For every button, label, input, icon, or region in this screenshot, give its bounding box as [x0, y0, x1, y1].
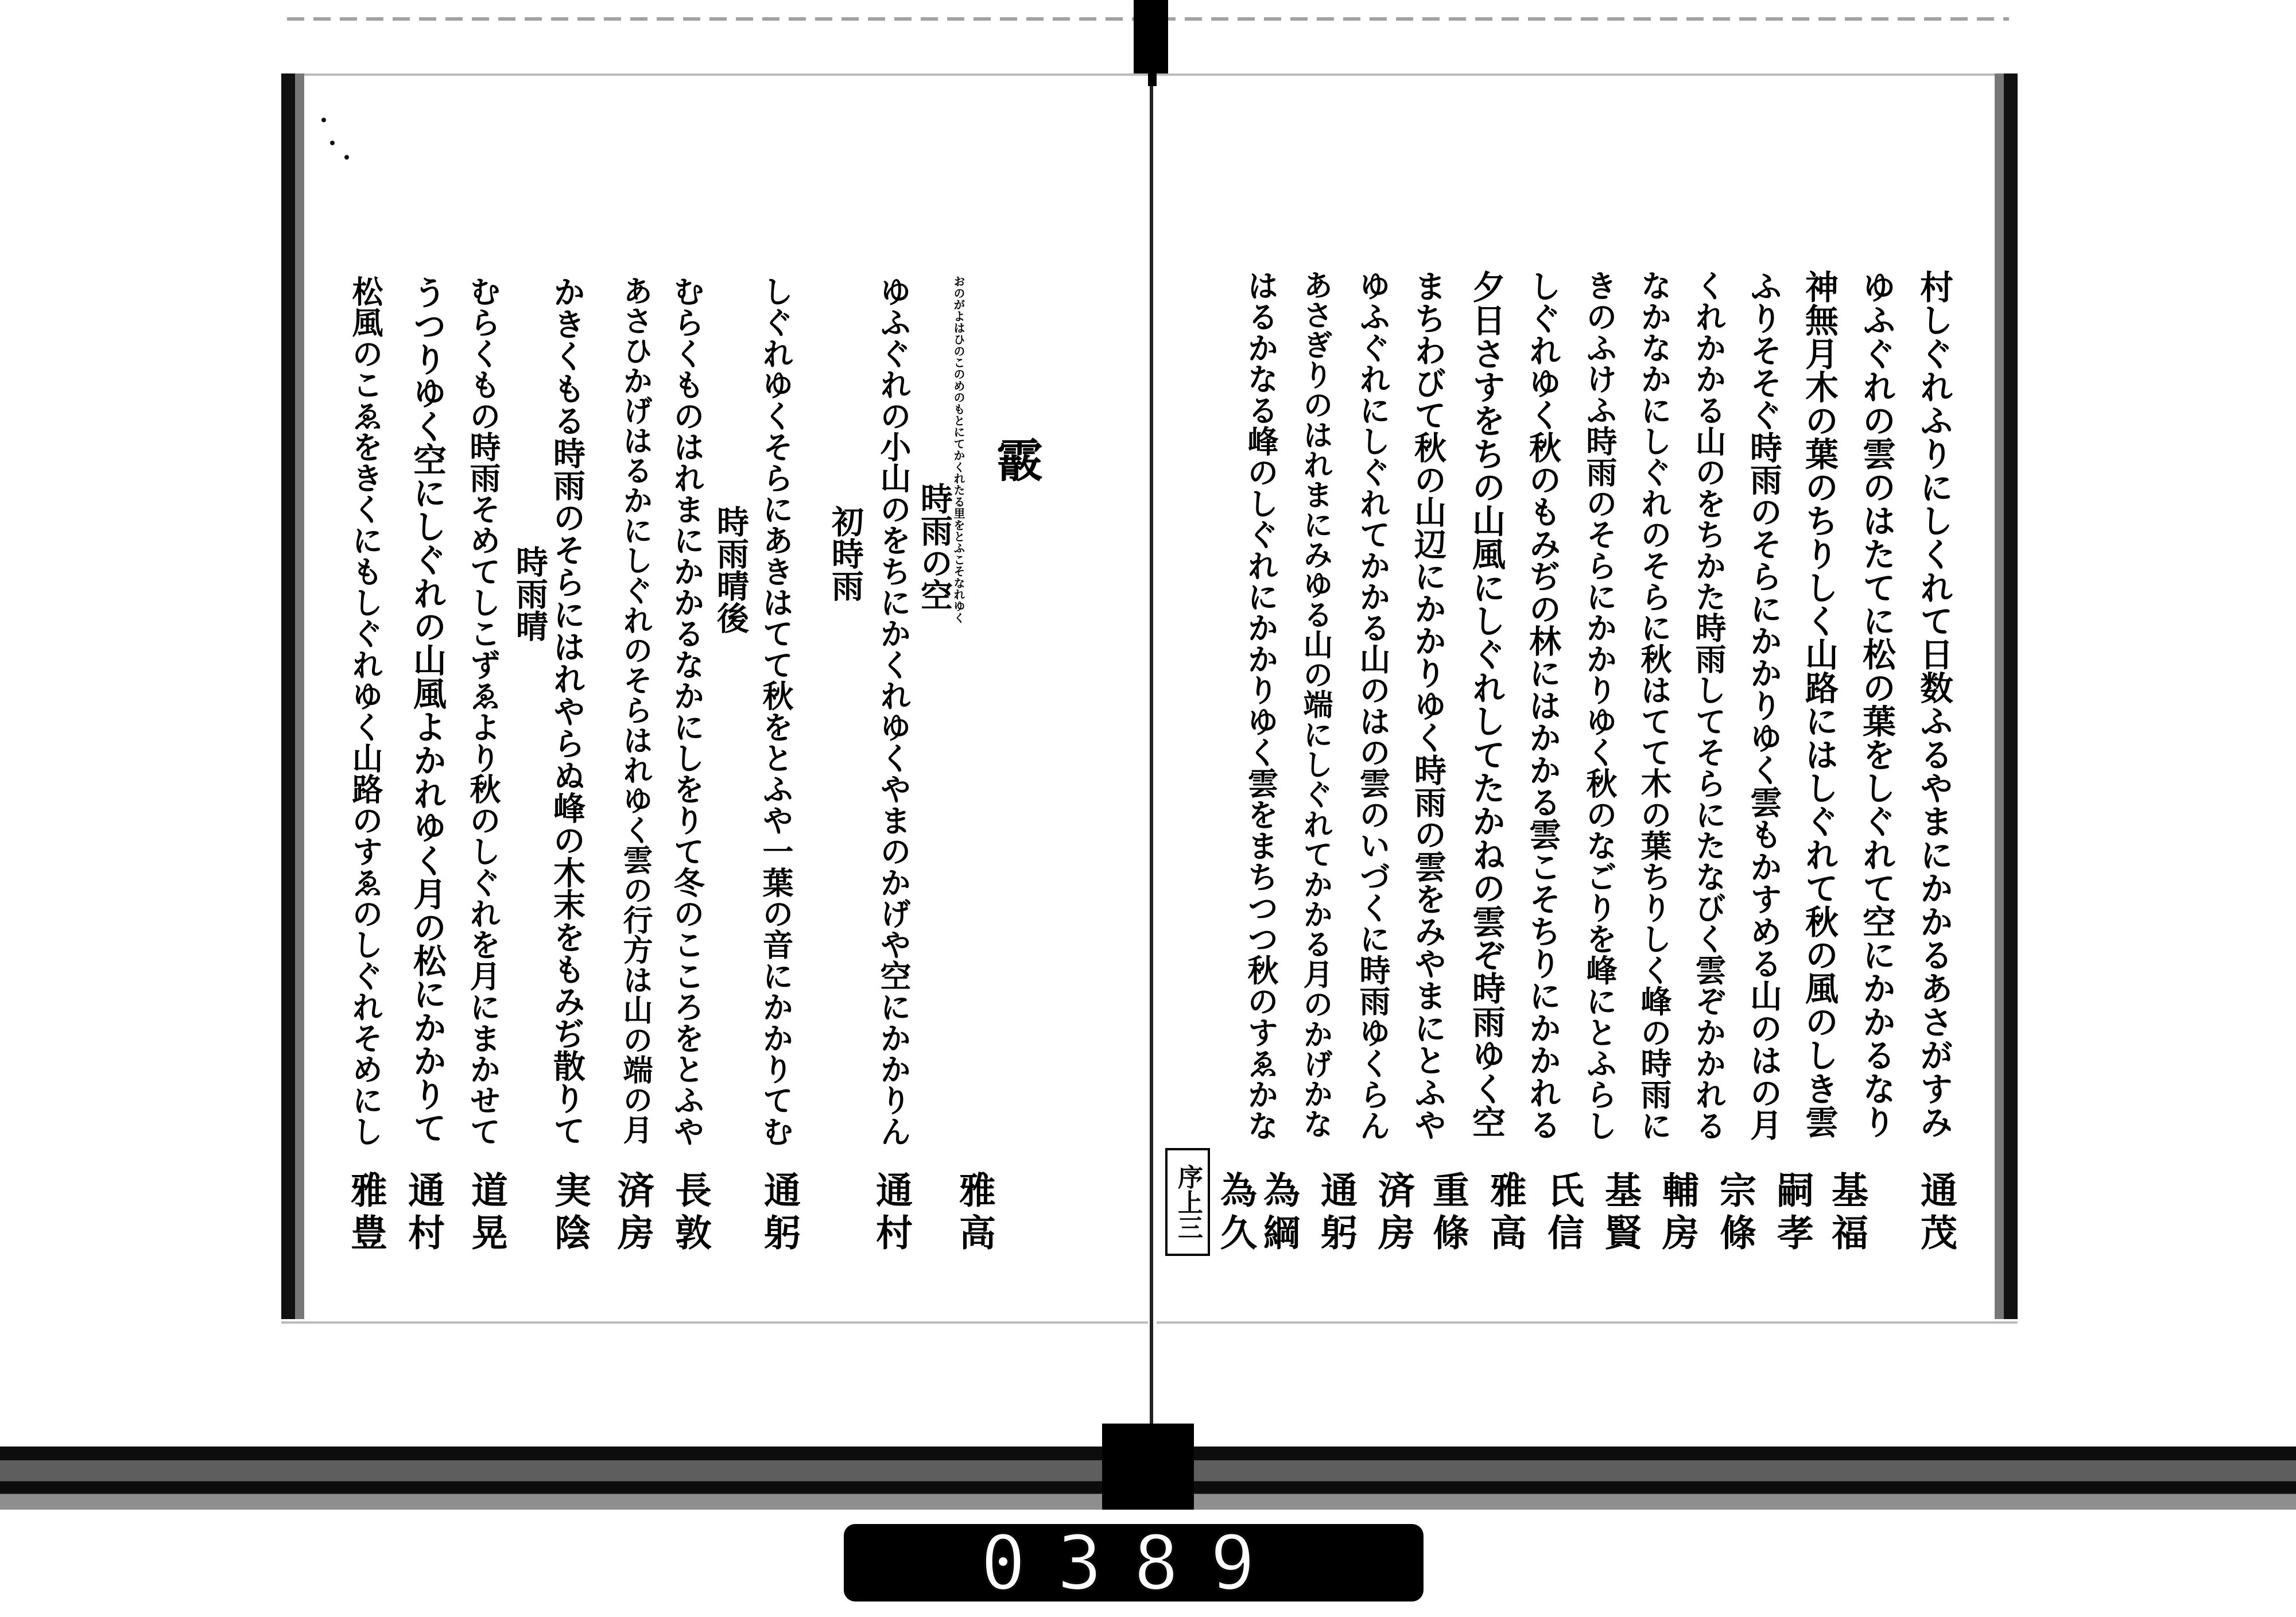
poem-text: 神無月木の葉のちりしく山路にはしぐれて秋の風のしき雲 — [1799, 270, 1839, 1139]
ink-spot — [321, 118, 326, 122]
poem-author: 通村 — [870, 1171, 913, 1256]
poem-text: きのふけふ時雨のそらにかかりゆく秋のなごりを峰にとふらし — [1581, 270, 1618, 1141]
poem-author: 為久 — [1214, 1171, 1257, 1256]
poem-text: かきくもる時雨のそらにはれやらぬ峰の木末をもみぢ散りて — [548, 276, 586, 1147]
poem-author: 輔房 — [1656, 1171, 1699, 1256]
page-marker: 序上三 — [1165, 1148, 1210, 1256]
poem-author: 実陰 — [548, 1171, 591, 1256]
poem-author: 道晃 — [465, 1171, 508, 1256]
frame-number-plate — [844, 1519, 1424, 1607]
poem-author: 雅高 — [953, 1171, 996, 1256]
left-page-edge — [281, 73, 304, 1319]
poem-text: ふりそそぐ時雨のそらにかかりゆく雲もかすめる山のはの月 — [1745, 270, 1783, 1141]
poem-author: 基福 — [1825, 1171, 1868, 1256]
poem-author: 通茂 — [1914, 1171, 1957, 1256]
poem-title: 初時雨 — [827, 505, 864, 602]
poem-author: 済房 — [611, 1171, 654, 1256]
section-title: 霰 — [989, 436, 1043, 482]
ink-spot — [330, 141, 335, 145]
poem-author: 通村 — [402, 1171, 445, 1256]
right-page-edge — [1995, 73, 2018, 1319]
poem-text: むらくもの時雨そめてしこずゑより秋のしぐれを月にまかせて — [465, 276, 502, 1147]
poem-text: 松風のこゑをきくにもしぐれゆく山路のすゑのしぐれそめにし — [347, 276, 384, 1147]
poem-text: おのがよはひのこのめのもとにてかくれたる里をとふこそなれゆく — [952, 276, 965, 623]
poem-text: ゆふぐれの雲のはたてに松の葉をしぐれて空にかかるなり — [1857, 270, 1896, 1139]
ink-spot — [344, 155, 349, 160]
poem-author: 嗣孝 — [1771, 1171, 1814, 1256]
poem-author: 通躬 — [758, 1171, 801, 1256]
poem-author: 氏信 — [1541, 1171, 1584, 1256]
poem-text: 村しぐれふりにしくれて日数ふるやまにかかるあさがすみ — [1914, 270, 1953, 1139]
poem-author: 為綱 — [1257, 1171, 1300, 1256]
poem-author: 雅高 — [1484, 1171, 1527, 1256]
frame-number: 0389 — [980, 1519, 1287, 1607]
poem-author: 雅豊 — [344, 1171, 387, 1256]
poem-text: あさひかげはるかにしぐれのそらはれゆく雲の行方は山の端の月 — [618, 276, 653, 1145]
poem-text: しぐれゆく秋のもみぢの林にはかかる雲こそちりにかかれる — [1524, 270, 1562, 1141]
poem-text: まちわびて秋の山辺にかかりゆく時雨の雲をみやまにとふや — [1409, 270, 1447, 1141]
poem-text: ゆふぐれの小山のをちにかくれゆくやまのかげや空にかかりん — [875, 276, 912, 1147]
poem-author: 通躬 — [1314, 1171, 1358, 1256]
poem-text: あさぎりのはれまにみゆる山の端にしぐれてかかる月のかげかな — [1298, 270, 1333, 1139]
poem-title: 時雨晴後 — [712, 505, 750, 634]
poem-author: 済房 — [1372, 1171, 1415, 1256]
poem-text: しぐれゆくそらにあきはてて秋をとふや一葉の音にかかりてむ — [758, 276, 794, 1147]
poem-author: 重條 — [1426, 1171, 1469, 1256]
poem-author: 宗條 — [1713, 1171, 1756, 1256]
poem-title: 時雨晴 — [511, 545, 549, 642]
poem-text: はるかなる峰のしぐれにかかりゆく雲をまちつつ秋のすゑかな — [1243, 270, 1279, 1141]
binding-bottom — [1102, 1424, 1194, 1510]
poem-text: くれかかる山のをちかた時雨してそらにたなびく雲ぞかかれる — [1690, 270, 1727, 1141]
poem-text: ゆふぐれにしぐれてかかる山のはの雲のいづくに時雨ゆくらん — [1355, 270, 1391, 1141]
poem-author: 長敦 — [669, 1171, 712, 1256]
book-gutter — [1150, 86, 1153, 1424]
poem-author: 基賢 — [1599, 1171, 1642, 1256]
poem-title: 時雨の空 — [916, 482, 953, 611]
poem-text: 夕日さすをちの山風にしぐれしてたかねの雲ぞ時雨ゆく空 — [1467, 270, 1506, 1139]
poem-text: うつりゆく空にしぐれの山風よかれゆく月の松にかかりて — [408, 276, 447, 1145]
poem-text: なかなかにしぐれのそらに秋はてて木の葉ちりしく峰の時雨に — [1636, 270, 1673, 1141]
poem-text: むらくものはれまにかかるなかにしをりて冬のこころをとふや — [669, 276, 705, 1147]
